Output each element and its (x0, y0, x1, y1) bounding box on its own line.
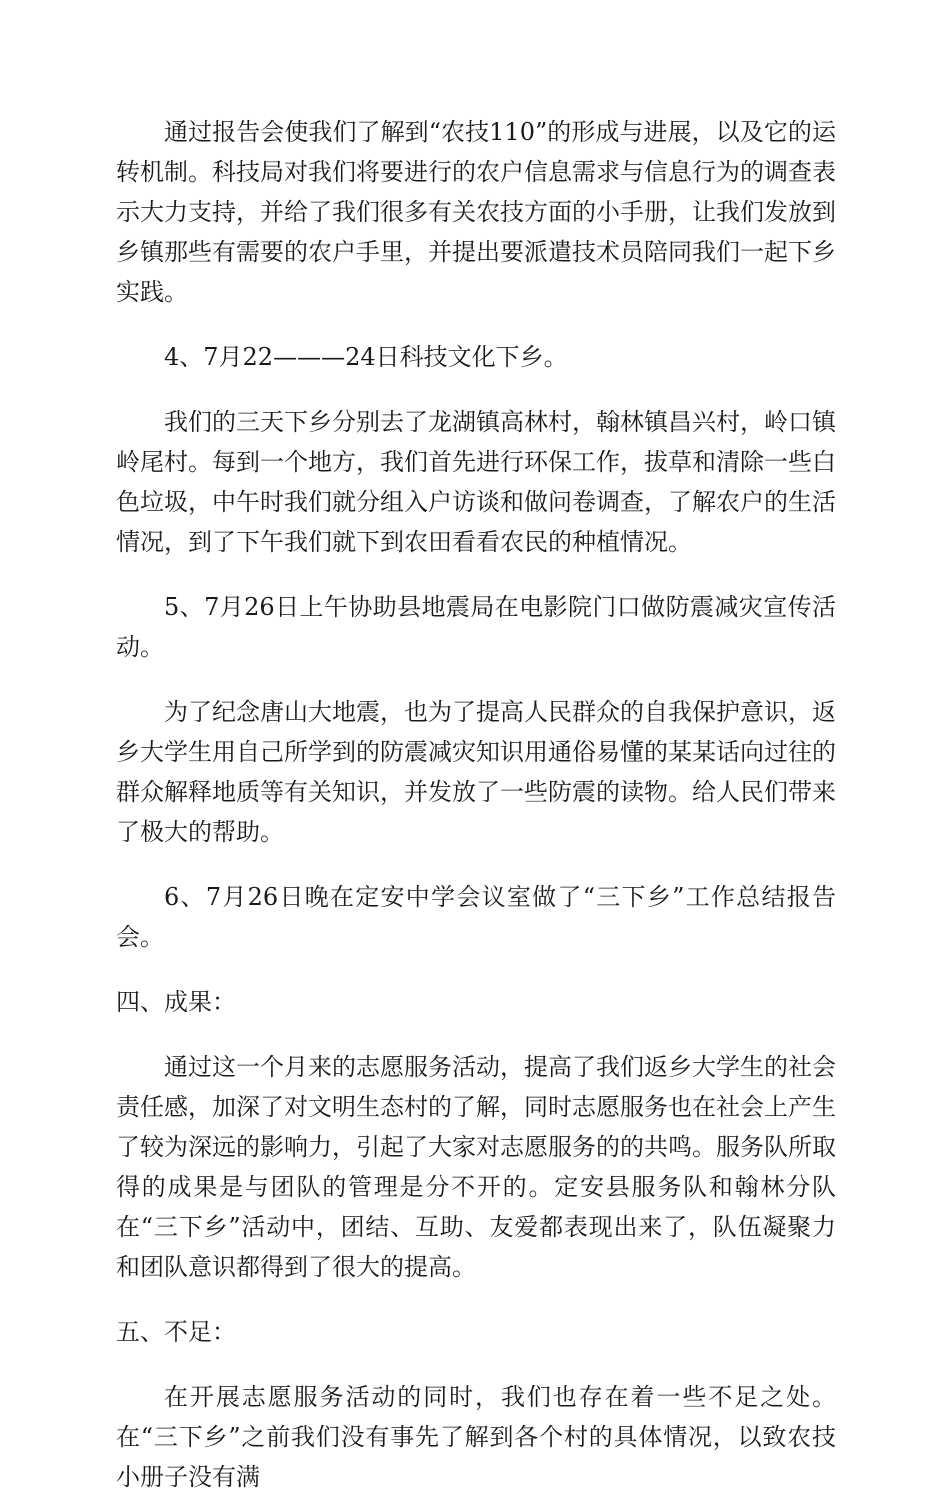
paragraph-gap (116, 852, 836, 877)
paragraph-gap (116, 312, 836, 337)
paragraph-shortcomings: 在开展志愿服务活动的同时，我们也存在着一些不足之处。在“三下乡”之前我们没有事先了解到各个村的具体情况，以致农技小册子没有满 (116, 1383, 836, 1491)
paragraph-gap (116, 957, 836, 982)
section-heading-shortcomings: 五、不足： (116, 1318, 236, 1346)
paragraph-report-meeting: 通过报告会使我们了解到“农技110”的形成与进展，以及它的运转机制。科技局对我们将要进行的农户信息需求与信息行为的调查表示大力支持，并给了我们很多有关农技方面的小手册，让我们发放到乡镇那些有需要的农户手里，并提出要派遣技术员陪同我们一起下乡实践。 (116, 118, 836, 306)
paragraph-gap (116, 1352, 836, 1377)
item-5-earthquake-campaign: 5、7月26日上午协助县地震局在电影院门口做防震减灾宣传活动。 (116, 593, 836, 661)
document-body (116, 112, 836, 1497)
paragraph-gap (116, 1287, 836, 1312)
paragraph-gap (116, 377, 836, 402)
paragraph-gap (116, 667, 836, 692)
paragraph-results: 通过这一个月来的志愿服务活动，提高了我们返乡大学生的社会责任感，加深了对文明生态村的了解，同时志愿服务也在社会上产生了较为深远的影响力，引起了大家对志愿服务的的共鸣。服务队所取得的成果是与团队的管理是分不开的。定安县服务队和翰林分队在“三下乡”活动中，团结、互助、友爱都表现出来了，队伍凝聚力和团队意识都得到了很大的提高。 (116, 1053, 836, 1281)
paragraph-gap (116, 562, 836, 587)
item-4-science-culture-visit: 4、7月22———24日科技文化下乡。 (164, 343, 568, 371)
paragraph-gap (116, 1022, 836, 1047)
paragraph-three-day-visit: 我们的三天下乡分别去了龙湖镇高林村，翰林镇昌兴村，岭口镇岭尾村。每到一个地方，我们首先进行环保工作，拔草和清除一些白色垃圾，中午时我们就分组入户访谈和做问卷调查，了解农户的生活情况，到了下午我们就下到农田看看农民的种植情况。 (116, 408, 836, 556)
item-6-summary-meeting: 6、7月26日晚在定安中学会议室做了“三下乡”工作总结报告会。 (116, 883, 836, 951)
paragraph-earthquake-awareness: 为了纪念唐山大地震，也为了提高人民群众的自我保护意识，返乡大学生用自己所学到的防震减灾知识用通俗易懂的某某话向过往的群众解释地质等有关知识，并发放了一些防震的读物。给人民们带来了极大的帮助。 (116, 698, 836, 846)
section-heading-results: 四、成果： (116, 988, 236, 1016)
